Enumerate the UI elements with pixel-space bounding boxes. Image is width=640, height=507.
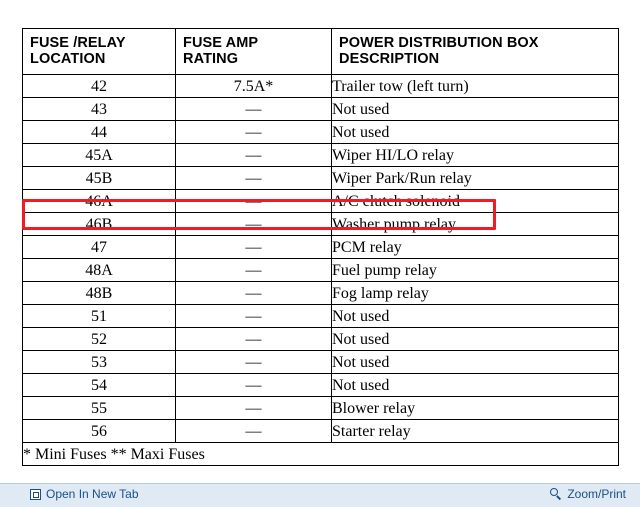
column-header-description-line1: POWER DISTRIBUTION BOX [339,35,539,51]
cell-description: Not used [332,328,619,351]
cell-location: 44 [23,121,176,144]
footnote-text: * Mini Fuses ** Maxi Fuses [23,443,619,466]
new-tab-icon [30,489,41,500]
column-header-amp-rating [176,29,332,75]
cell-location: 42 [23,75,176,98]
cell-location: 45B [23,167,176,190]
column-header-amp-line2: RATING [183,51,239,68]
column-header-location-line2: LOCATION [30,51,106,68]
cell-description: Not used [332,305,619,328]
cell-location: 52 [23,328,176,351]
table-row [23,351,619,374]
cell-amp: — [176,397,332,420]
table-row [23,328,619,351]
cell-amp: 7.5A* [176,75,332,98]
cell-description: Not used [332,121,619,144]
table-row [23,420,619,443]
cell-location: 48A [23,259,176,282]
cell-location: 55 [23,397,176,420]
cell-amp: — [176,167,332,190]
cell-description: Washer pump relay [332,213,619,236]
table-row [23,98,619,121]
cell-location: 43 [23,98,176,121]
cell-description: A/C clutch solenoid [332,190,619,213]
cell-amp: — [176,282,332,305]
cell-location: 47 [23,236,176,259]
open-in-new-tab-label: Open In New Tab [46,487,139,501]
cell-description: Trailer tow (left turn) [332,75,619,98]
column-header-description [332,29,619,75]
table-footnote-row [23,443,619,466]
cell-description: Not used [332,98,619,121]
cell-description: Not used [332,351,619,374]
column-header-location [23,29,176,75]
table-row [23,167,619,190]
zoom-print-label: Zoom/Print [567,487,626,501]
column-header-amp-line1: FUSE AMP [183,35,259,51]
cell-location: 51 [23,305,176,328]
table-row [23,397,619,420]
cell-location: 46A [23,190,176,213]
cell-location: 53 [23,351,176,374]
magnifier-icon [550,488,562,500]
table-row [23,282,619,305]
cell-amp: — [176,351,332,374]
column-header-description-line2: DESCRIPTION [339,51,440,68]
fuse-relay-table [22,28,619,466]
cell-description: Not used [332,374,619,397]
cell-amp: — [176,420,332,443]
fuse-relay-chart [22,28,618,466]
cell-amp: — [176,144,332,167]
table-row-highlighted [23,190,619,213]
table-row [23,213,619,236]
zoom-print-button[interactable] [550,487,626,501]
table-row [23,121,619,144]
table-row [23,305,619,328]
cell-amp: — [176,259,332,282]
cell-description: Fuel pump relay [332,259,619,282]
table-header [23,29,619,75]
column-header-location-line1: FUSE /RELAY [30,35,126,51]
cell-location: 46B [23,213,176,236]
cell-amp: — [176,121,332,144]
table-row [23,144,619,167]
viewer-toolbar [0,483,640,507]
table-row [23,259,619,282]
cell-amp: — [176,374,332,397]
cell-amp: — [176,98,332,121]
table-row [23,75,619,98]
cell-description: Fog lamp relay [332,282,619,305]
cell-amp: — [176,190,332,213]
table-row [23,236,619,259]
cell-description: Wiper HI/LO relay [332,144,619,167]
cell-location: 56 [23,420,176,443]
cell-description: PCM relay [332,236,619,259]
cell-location: 48B [23,282,176,305]
table-body [23,75,619,466]
open-in-new-tab-button[interactable] [30,487,139,501]
cell-amp: — [176,213,332,236]
table-row [23,374,619,397]
cell-amp: — [176,305,332,328]
table-header-row [23,29,619,75]
cell-location: 45A [23,144,176,167]
cell-location: 54 [23,374,176,397]
cell-description: Wiper Park/Run relay [332,167,619,190]
cell-amp: — [176,328,332,351]
cell-amp: — [176,236,332,259]
cell-description: Blower relay [332,397,619,420]
cell-description: Starter relay [332,420,619,443]
